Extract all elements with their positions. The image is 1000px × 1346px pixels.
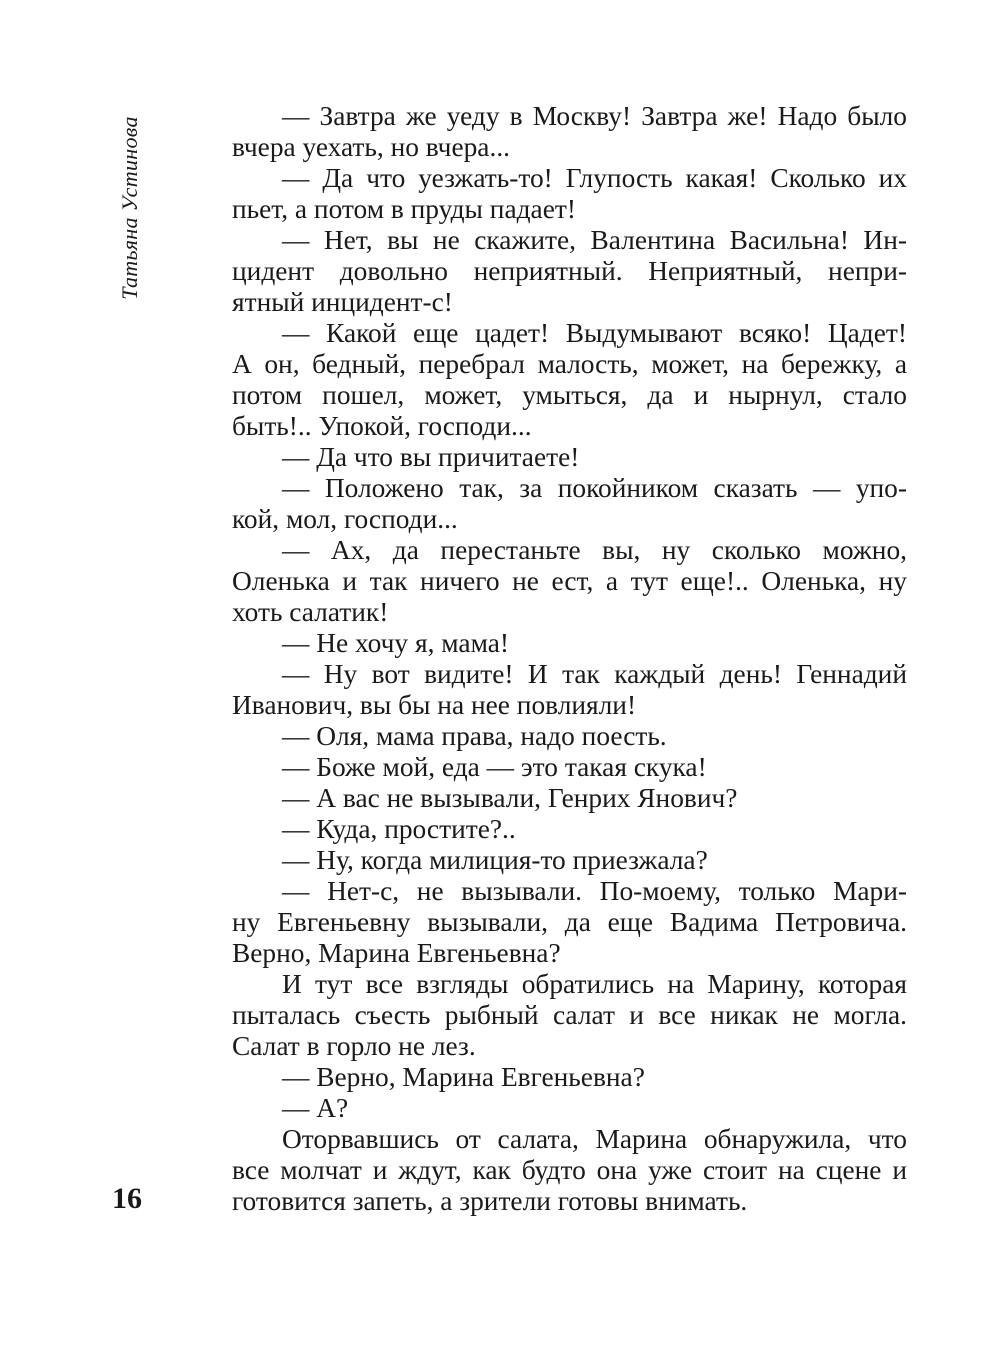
text-line: Иванович, вы бы на нее повлияли! [232,690,637,720]
text-line: — Боже мой, еда — это такая скука! [282,752,707,782]
text-line: вчера уехать, но вчера... [232,132,511,162]
text-line: — Ну, когда милиция-то приезжала? [282,845,708,875]
text-line: А он, бедный, перебрал малость, может, на бережку, а [232,349,907,379]
text-line: — Положено так, за покойником сказать — упо- [282,473,907,503]
text-line: ятный инцидент-с! [232,287,453,317]
text-line: — Ну вот видите! И так каждый день! Геннадий [282,659,907,689]
text-line: — Верно, Марина Евгеньевна? [282,1062,645,1092]
text-line: пьет, а потом в пруды падает! [232,194,576,224]
text-line: — А? [282,1093,349,1123]
text-line: — А вас не вызывали, Генрих Янович? [282,783,738,813]
body-text [232,101,907,1217]
text-line: Верно, Марина Евгеньевна? [232,938,561,968]
text-line: готовится запеть, а зрители готовы внимать. [232,1186,748,1216]
text-line: ну Евгеньевну вызывали, да еще Вадима Петровича. [232,907,907,937]
text-line: цидент довольно неприятный. Неприятный, непри- [232,256,907,286]
text-line: — Да что уезжать-то! Глупость какая! Сколько их [282,163,907,193]
text-line: — Ах, да перестаньте вы, ну сколько можно, [282,535,907,565]
text-line: потом пошел, может, умыться, да и нырнул, стало [232,380,907,410]
text-line: Оторвавшись от салата, Марина обнаружила, что [282,1124,907,1154]
text-line: — Куда, простите?.. [282,814,516,844]
text-line: И тут все взгляды обратились на Марину, которая [282,969,907,999]
text-line: Оленька и так ничего не ест, а тут еще!.. Оленька, ну [232,566,907,596]
page-number: 16 [112,1182,142,1215]
text-line: — Оля, мама права, надо поесть. [282,721,667,751]
text-line: все молчат и ждут, как будто она уже стоит на сцене и [232,1155,907,1185]
text-line: — Какой еще цадет! Выдумывают всяко! Цадет! [282,318,907,348]
text-line: хоть салатик! [232,597,389,627]
text-line: кой, мол, господи... [232,504,458,534]
text-line: — Не хочу я, мама! [282,628,510,658]
text-line: быть!.. Упокой, господи... [232,411,532,441]
text-line: — Нет, вы не скажите, Валентина Васильна! Ин- [282,225,907,255]
text-line: — Да что вы причитаете! [282,442,580,472]
text-line: Салат в горло не лез. [232,1031,476,1061]
text-line: пыталась съесть рыбный салат и все никак не могла. [232,1000,907,1030]
text-line: — Нет-с, не вызывали. По-моему, только Мари- [282,876,907,906]
running-head: Татьяна Устинова [117,116,142,300]
text-line: — Завтра же уеду в Москву! Завтра же! Надо было [282,101,907,131]
